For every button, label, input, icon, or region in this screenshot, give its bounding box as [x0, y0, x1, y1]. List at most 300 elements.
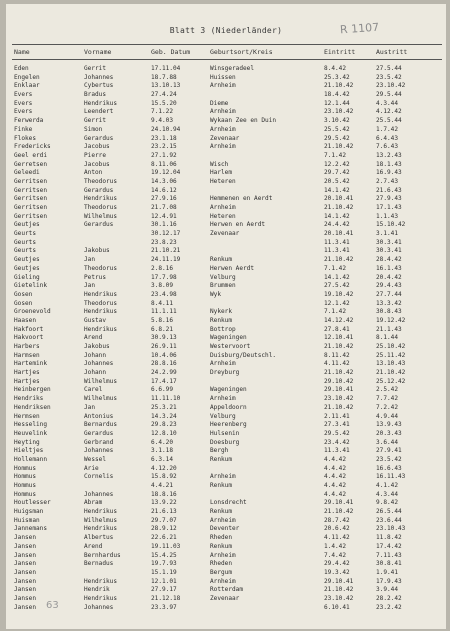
cell-vorname: Bradus [84, 91, 107, 99]
cell-austritt: 4.3.44 [376, 99, 399, 107]
cell-vorname: Hendrikus [84, 99, 118, 107]
cell-geb-datum: 17.7.98 [151, 273, 177, 281]
cell-geb-datum: 15.4.25 [151, 551, 177, 559]
table-row [6, 178, 446, 187]
cell-geb-datum: 11.11.10 [151, 395, 181, 403]
cell-austritt: 17.9.43 [376, 577, 402, 585]
cell-geb-datum: 30.1.16 [151, 221, 177, 229]
cell-geburtsort: Arnheim [210, 143, 236, 151]
cell-name: Geutjes [14, 264, 40, 272]
cell-name: Huisman [14, 516, 40, 524]
cell-eintritt: 21.10.42 [324, 204, 354, 211]
table-row [6, 404, 446, 413]
table-row [6, 169, 446, 178]
cell-geb-datum: 17.11.04 [151, 65, 181, 72]
cell-vorname: Gerbrand [84, 438, 114, 446]
header-geburtsort: Geburtsort/Kreis [210, 48, 273, 56]
table-row [6, 282, 446, 291]
cell-geb-datum: 3.8.09 [151, 282, 174, 290]
cell-austritt: 13.2.43 [376, 151, 402, 159]
table-row [6, 482, 446, 491]
cell-austritt: 23.10.43 [376, 525, 406, 533]
cell-geb-datum: 3.1.18 [151, 447, 174, 455]
cell-eintritt: 25.5.42 [324, 125, 350, 133]
cell-geburtsort: Heerenberg [210, 421, 247, 429]
cell-name: Harmsen [14, 351, 40, 359]
cell-geb-datum: 4.4.21 [151, 482, 174, 489]
table-row [6, 308, 446, 317]
table-row [6, 395, 446, 404]
cell-austritt: 27.9.41 [376, 447, 402, 455]
cell-eintritt: 29.10.41 [324, 577, 354, 585]
cell-geburtsort: Heteren [210, 177, 236, 185]
cell-geb-datum: 30.12.17 [151, 230, 181, 238]
cell-eintritt: 14.1.42 [324, 273, 350, 281]
cell-eintritt: 8.4.42 [324, 65, 347, 72]
cell-austritt: 1.9.41 [376, 568, 399, 576]
cell-geburtsort: Bergh [210, 447, 229, 455]
cell-geb-datum: 14.6.12 [151, 186, 177, 194]
cell-geb-datum: 10.4.06 [151, 351, 177, 359]
table-row [6, 378, 446, 387]
cell-name: Geel erdi [14, 151, 48, 159]
cell-geburtsort: Renkum [210, 508, 233, 516]
table-row [6, 421, 446, 430]
cell-name: Gietelink [14, 282, 48, 290]
cell-austritt: 13.3.42 [376, 299, 402, 307]
cell-eintritt: 12.1.42 [324, 299, 350, 307]
cell-name: Geutjes [14, 221, 40, 229]
cell-eintritt: 7.1.42 [324, 151, 347, 159]
cell-vorname: Carel [84, 386, 103, 394]
cell-vorname: Johannes [84, 73, 114, 81]
cell-eintritt: 12.1.44 [324, 99, 350, 107]
cell-vorname: Jakobus [84, 343, 110, 350]
cell-eintritt: 23.10.42 [324, 108, 354, 116]
cell-eintritt: 23.10.42 [324, 594, 354, 602]
table-row [6, 352, 446, 361]
cell-eintritt: 6.10.41 [324, 603, 350, 611]
table-row [6, 508, 446, 517]
cell-geb-datum: 28.9.12 [151, 525, 177, 533]
cell-name: Harbers [14, 343, 40, 350]
cell-geburtsort: Renkum [210, 316, 233, 324]
cell-eintritt: 11.3.41 [324, 238, 350, 246]
cell-name: Fredericks [14, 143, 51, 151]
cell-vorname: Arie [84, 464, 99, 472]
cell-eintritt: 25.3.42 [324, 73, 350, 81]
cell-geb-datum: 19.7.93 [151, 560, 177, 568]
cell-geb-datum: 30.9.13 [151, 334, 177, 342]
cell-name: Finke [14, 125, 33, 133]
cell-austritt: 28.4.42 [376, 256, 402, 264]
cell-eintritt: 4.4.42 [324, 473, 347, 481]
cell-name: Gieling [14, 273, 40, 281]
table-row [6, 230, 446, 239]
cell-geb-datum: 27.9.17 [151, 586, 177, 594]
cell-austritt: 29.5.44 [376, 91, 402, 99]
cell-geburtsort: Doesburg [210, 438, 240, 446]
cell-austritt: 11.8.42 [376, 534, 402, 542]
cell-vorname: Gerardus [84, 134, 114, 142]
cell-geburtsort: Arnheim [210, 108, 236, 116]
cell-austritt: 2.7.43 [376, 177, 399, 185]
cell-austritt: 21.6.43 [376, 186, 402, 194]
table-row [6, 126, 446, 135]
cell-name: Heyting [14, 438, 40, 446]
cell-eintritt: 11.3.41 [324, 447, 350, 455]
cell-vorname: Wilhelmus [84, 377, 118, 385]
header-name: Name [14, 48, 30, 56]
cell-geb-datum: 12.1.01 [151, 577, 177, 585]
cell-geburtsort: Arnheim [210, 516, 236, 524]
cell-vorname: Wilhelmus [84, 516, 118, 524]
cell-geburtsort: Nykerk [210, 308, 233, 316]
table-row [6, 430, 446, 439]
cell-vorname: Jakobus [84, 247, 110, 255]
table-row [6, 326, 446, 335]
table-row [6, 369, 446, 378]
handwritten-stamp: R 1107 [339, 20, 380, 37]
cell-geb-datum: 29.8.23 [151, 421, 177, 429]
cell-eintritt: 29.10.41 [324, 386, 354, 394]
cell-name: Hermsen [14, 412, 40, 420]
cell-geb-datum: 28.8.16 [151, 360, 177, 368]
cell-vorname: Pierre [84, 151, 107, 159]
cell-name: Hollemann [14, 455, 48, 463]
cell-austritt: 30.3.41 [376, 238, 402, 246]
cell-vorname: Johannes [84, 447, 114, 455]
cell-geburtsort: Appeldoorn [210, 403, 247, 411]
cell-vorname: Hendrik [84, 586, 110, 594]
cell-austritt: 4.3.44 [376, 490, 399, 498]
cell-eintritt: 12.2.42 [324, 160, 350, 168]
cell-geb-datum: 23.4.98 [151, 290, 177, 298]
cell-austritt: 25.12.42 [376, 377, 406, 385]
cell-austritt: 23.2.42 [376, 603, 402, 611]
cell-geb-datum: 27.1.92 [151, 151, 177, 159]
cell-geburtsort: Wageningen [210, 386, 247, 394]
cell-geb-datum: 13.9.22 [151, 499, 177, 507]
cell-geburtsort: Arnheim [210, 204, 236, 211]
cell-eintritt: 12.10.41 [324, 334, 354, 342]
cell-geb-datum: 15.8.92 [151, 473, 177, 481]
cell-vorname: Theodorus [84, 177, 118, 185]
cell-austritt: 13.9.43 [376, 421, 402, 429]
cell-name: Hakfoort [14, 325, 44, 333]
cell-vorname: Arend [84, 334, 103, 342]
cell-name: Jansen [14, 568, 37, 576]
cell-name: Gerritsen [14, 186, 48, 194]
cell-name: Hesseling [14, 421, 48, 429]
cell-vorname: Hendrikus [84, 195, 118, 203]
cell-eintritt: 27.8.41 [324, 325, 350, 333]
cell-geburtsort: Bottrop [210, 325, 236, 333]
cell-eintritt: 19.3.42 [324, 568, 350, 576]
cell-geb-datum: 5.8.16 [151, 316, 174, 324]
cell-austritt: 23.5.42 [376, 455, 402, 463]
cell-geb-datum: 11.1.11 [151, 308, 177, 316]
table-row [6, 300, 446, 309]
cell-vorname: Johannes [84, 360, 114, 368]
cell-geburtsort: Deventer [210, 525, 240, 533]
cell-vorname: Johannes [84, 490, 114, 498]
cell-geb-datum: 6.3.14 [151, 455, 174, 463]
cell-geb-datum: 24.11.19 [151, 256, 181, 264]
cell-austritt: 16.6.43 [376, 464, 402, 472]
cell-geburtsort: Renkum [210, 455, 233, 463]
cell-geburtsort: Renkum [210, 482, 233, 489]
cell-eintritt: 4.11.42 [324, 360, 350, 368]
cell-geburtsort: Harlem [210, 169, 233, 177]
cell-austritt: 7.6.43 [376, 143, 399, 151]
table-row [6, 256, 446, 265]
table-row [6, 135, 446, 144]
cell-austritt: 21.1.43 [376, 325, 402, 333]
cell-geb-datum: 14.3.06 [151, 177, 177, 185]
cell-austritt: 4.12.42 [376, 108, 402, 116]
cell-name: Gerritsen [14, 177, 48, 185]
cell-geb-datum: 21.6.13 [151, 508, 177, 516]
cell-austritt: 19.12.42 [376, 316, 406, 324]
cell-geburtsort: Velburg [210, 273, 236, 281]
cell-name: Geurts [14, 247, 37, 255]
cell-geb-datum: 24.2.99 [151, 369, 177, 377]
cell-vorname: Arend [84, 542, 103, 550]
cell-geburtsort: Dreyburg [210, 369, 240, 377]
table-row [6, 82, 446, 91]
cell-geburtsort: Arnheim [210, 577, 236, 585]
cell-name: Hommus [14, 473, 37, 481]
table-row [6, 560, 446, 569]
cell-eintritt: 7.4.42 [324, 551, 347, 559]
cell-vorname: Leendert [84, 108, 114, 116]
cell-eintritt: 21.10.42 [324, 256, 354, 264]
cell-austritt: 20.4.42 [376, 273, 402, 281]
cell-austritt: 6.4.43 [376, 134, 399, 142]
cell-geb-datum: 21.12.18 [151, 594, 181, 602]
cell-name: Evers [14, 108, 33, 116]
cell-austritt: 21.10.42 [376, 369, 406, 377]
cell-austritt: 17.4.42 [376, 542, 402, 550]
cell-name: Gosen [14, 299, 33, 307]
table-row [6, 586, 446, 595]
cell-geburtsort: Winsgeradeel [210, 65, 255, 72]
cell-eintritt: 21.10.42 [324, 82, 354, 90]
cell-vorname: Hendrikus [84, 325, 118, 333]
table-row [6, 161, 446, 170]
cell-name: Haasen [14, 316, 37, 324]
cell-austritt: 7.2.42 [376, 403, 399, 411]
cell-vorname: Hendrikus [84, 577, 118, 585]
cell-vorname: Wilhelmus [84, 395, 118, 403]
cell-eintritt: 2.11.41 [324, 412, 350, 420]
cell-name: Hieltjes [14, 447, 44, 455]
cell-austritt: 30.8.41 [376, 560, 402, 568]
table-row [6, 491, 446, 500]
cell-geburtsort: Huissen [210, 73, 236, 81]
cell-geburtsort: Herwen Aerdt [210, 264, 255, 272]
cell-vorname: Gerrit [84, 65, 107, 72]
cell-eintritt: 29.5.42 [324, 134, 350, 142]
cell-vorname: Jan [84, 282, 96, 290]
cell-geb-datum: 24.10.94 [151, 125, 181, 133]
cell-geb-datum: 15.5.20 [151, 99, 177, 107]
cell-vorname: Bernardus [84, 421, 118, 429]
cell-vorname: Jan [84, 403, 96, 411]
header-vorname: Vorname [84, 48, 112, 56]
cell-vorname: Johannes [84, 603, 114, 611]
table-row [6, 108, 446, 117]
cell-eintritt: 21.10.42 [324, 403, 354, 411]
cell-vorname: Theodorus [84, 204, 118, 211]
cell-vorname: Wessel [84, 455, 107, 463]
cell-vorname: Jacobus [84, 160, 110, 168]
cell-name: Jansen [14, 577, 37, 585]
cell-geburtsort: Bergum [210, 568, 233, 576]
cell-geb-datum: 12.4.91 [151, 212, 177, 220]
cell-eintritt: 21.10.42 [324, 508, 354, 516]
cell-name: Hommus [14, 464, 37, 472]
table-row [6, 604, 446, 613]
page-title: Blatt 3 (Niederländer) [169, 26, 283, 35]
cell-austritt: 28.2.42 [376, 594, 402, 602]
cell-eintritt: 4.4.42 [324, 482, 347, 489]
table-row [6, 534, 446, 543]
cell-geb-datum: 6.8.21 [151, 325, 174, 333]
table-row [6, 291, 446, 300]
cell-eintritt: 20.5.42 [324, 177, 350, 185]
cell-austritt: 17.1.43 [376, 204, 402, 211]
table-row [6, 152, 446, 161]
cell-austritt: 25.10.42 [376, 343, 406, 350]
cell-vorname: Cybertus [84, 82, 114, 90]
cell-vorname: Hendrikus [84, 508, 118, 516]
cell-eintritt: 20.10.41 [324, 230, 354, 238]
cell-name: Heuvelink [14, 429, 48, 437]
cell-eintritt: 29.10.41 [324, 499, 354, 507]
cell-geb-datum: 23.2.15 [151, 143, 177, 151]
cell-name: Jansen [14, 534, 37, 542]
cell-geburtsort: Arnheim [210, 551, 236, 559]
cell-name: Houtlesser [14, 499, 51, 507]
cell-vorname: Hendrikus [84, 290, 118, 298]
header-rule-top [12, 44, 442, 45]
cell-name: Hartjes [14, 369, 40, 377]
cell-name: Gerritsen [14, 195, 48, 203]
cell-geb-datum: 14.3.24 [151, 412, 177, 420]
cell-eintritt: 11.3.41 [324, 247, 350, 255]
table-row [6, 265, 446, 274]
cell-austritt: 18.1.43 [376, 160, 402, 168]
cell-austritt: 3.9.44 [376, 586, 399, 594]
cell-eintritt: 7.1.42 [324, 308, 347, 316]
cell-geb-datum: 18.7.88 [151, 73, 177, 81]
cell-eintritt: 23.4.42 [324, 438, 350, 446]
cell-austritt: 16.1.43 [376, 264, 402, 272]
cell-name: Jansen [14, 542, 37, 550]
cell-name: Groenevold [14, 308, 51, 316]
cell-geburtsort: Wageningen [210, 334, 247, 342]
cell-eintritt: 8.11.42 [324, 351, 350, 359]
cell-geburtsort: Renkum [210, 256, 233, 264]
table-row [6, 525, 446, 534]
cell-austritt: 7.11.43 [376, 551, 402, 559]
cell-name: Hartjes [14, 377, 40, 385]
table-row [6, 456, 446, 465]
cell-name: Geurts [14, 238, 37, 246]
cell-austritt: 27.7.44 [376, 290, 402, 298]
cell-vorname: Gerardus [84, 186, 114, 194]
cell-name: Hendriks [14, 395, 44, 403]
table-row [6, 447, 446, 456]
cell-eintritt: 14.1.42 [324, 212, 350, 220]
cell-eintritt: 14.12.42 [324, 316, 354, 324]
table-row [6, 143, 446, 152]
cell-name: Jansen [14, 560, 37, 568]
cell-austritt: 30.8.43 [376, 308, 402, 316]
cell-eintritt: 19.10.42 [324, 290, 354, 298]
cell-eintritt: 24.4.42 [324, 221, 350, 229]
cell-eintritt: 21.10.42 [324, 369, 354, 377]
cell-eintritt: 23.10.42 [324, 395, 354, 403]
cell-austritt: 9.8.42 [376, 499, 399, 507]
cell-vorname: Theodorus [84, 264, 118, 272]
cell-austritt: 3.1.41 [376, 230, 399, 238]
table-row [6, 221, 446, 230]
cell-geburtsort: Westervoort [210, 343, 251, 350]
cell-eintritt: 20.6.42 [324, 525, 350, 533]
cell-eintritt: 4.4.42 [324, 490, 347, 498]
cell-geb-datum: 23.3.97 [151, 603, 177, 611]
cell-austritt: 27.9.43 [376, 195, 402, 203]
table-row [6, 317, 446, 326]
cell-name: Huigsman [14, 508, 44, 516]
table-row [6, 213, 446, 222]
header-rule-bottom [12, 59, 442, 60]
cell-geburtsort: Duisburg/Deutschl. [210, 351, 277, 359]
cell-geburtsort: Lonsdrecht [210, 499, 247, 507]
cell-geb-datum: 27.4.24 [151, 91, 177, 99]
header-eintritt: Eintritt [324, 48, 356, 56]
cell-eintritt: 29.4.42 [324, 560, 350, 568]
cell-name: Evers [14, 99, 33, 107]
cell-vorname: Petrus [84, 273, 107, 281]
cell-geb-datum: 13.10.13 [151, 82, 181, 90]
cell-name: Jansen [14, 603, 37, 611]
cell-vorname: Johann [84, 351, 107, 359]
cell-geburtsort: Velburg [210, 412, 236, 420]
table-row [6, 552, 446, 561]
cell-geburtsort: Brummen [210, 282, 236, 290]
cell-geb-datum: 15.1.19 [151, 568, 177, 576]
cell-name: Hommus [14, 482, 37, 489]
cell-name: Gerretsen [14, 160, 48, 168]
cell-vorname: Abram [84, 499, 103, 507]
cell-geburtsort: Arnheim [210, 125, 236, 133]
cell-geburtsort: Heteren [210, 212, 236, 220]
table-row [6, 413, 446, 422]
cell-geburtsort: Wykaan Zee en Duin [210, 117, 277, 125]
cell-name: Gerritsen [14, 204, 48, 211]
cell-geb-datum: 25.3.21 [151, 403, 177, 411]
cell-austritt: 8.1.44 [376, 334, 399, 342]
table-row [6, 517, 446, 526]
cell-geburtsort: Rotterdam [210, 586, 244, 594]
table-row [6, 465, 446, 474]
cell-name: Evers [14, 91, 33, 99]
table-row [6, 65, 446, 74]
